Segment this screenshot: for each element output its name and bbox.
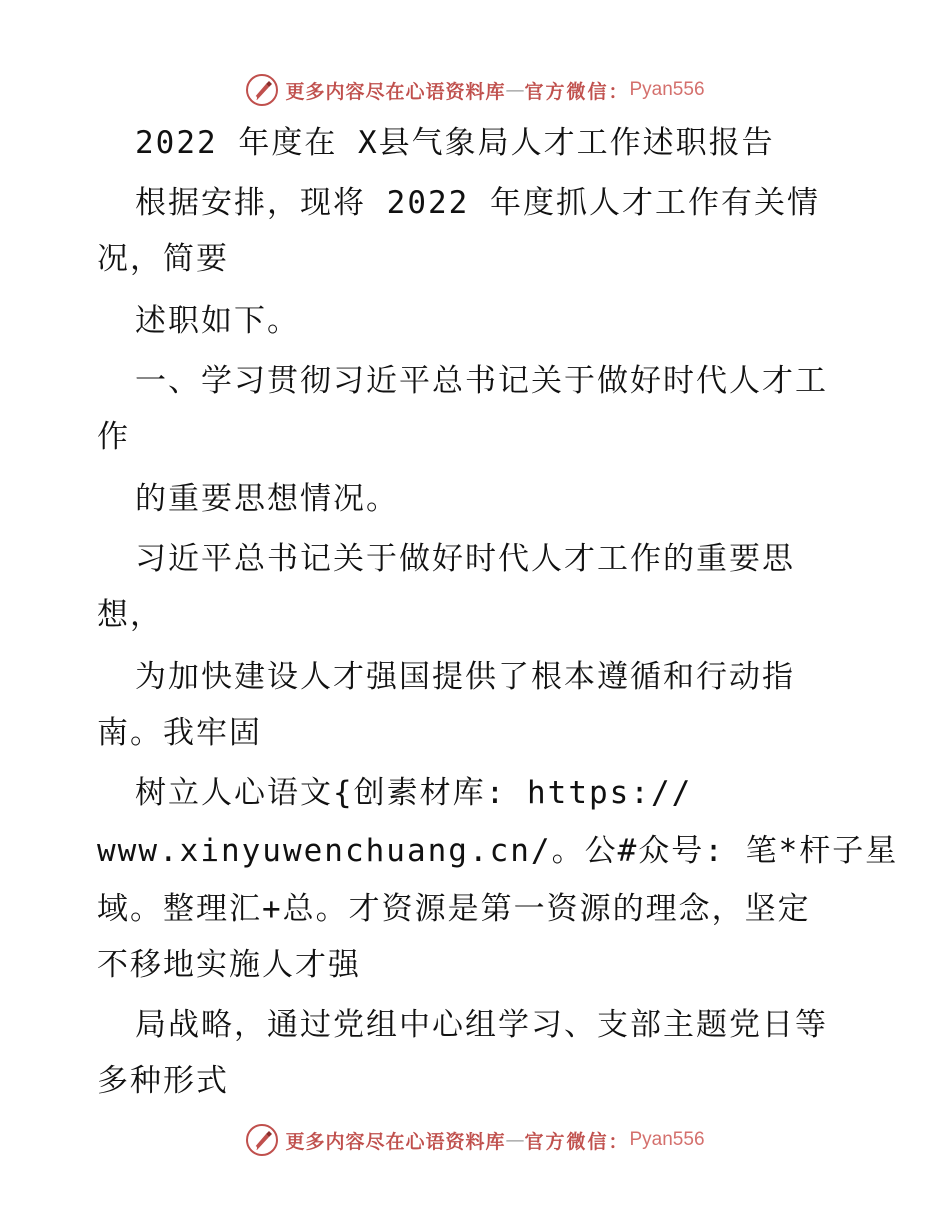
- paragraph-line: 不移地实施人才强: [97, 947, 361, 983]
- paragraph-line: 想，: [97, 597, 163, 633]
- document-title: 2022 年度在 X县气象局人才工作述职报告: [135, 125, 775, 161]
- paragraph-line: 述职如下。: [135, 303, 300, 339]
- section-heading: 作: [97, 419, 130, 455]
- paragraph-line: www.xinyuwenchuang.cn/。公#众号: 笔*杆子星: [97, 833, 899, 869]
- paragraph-line: 局战略，通过党组中心组学习、支部主题党日等: [135, 1007, 828, 1043]
- paragraph-line: 根据安排，现将 2022 年度抓人才工作有关情: [135, 185, 820, 221]
- paragraph-line: 多种形式: [97, 1063, 229, 1099]
- banner-wechat-label: 官方微信：: [524, 1130, 630, 1153]
- banner-wechat-id: Pyan556: [629, 79, 705, 100]
- banner-wechat-id: Pyan556: [629, 1129, 705, 1150]
- header-banner: [0, 70, 950, 110]
- paragraph-line: 南。我牢固: [97, 715, 262, 751]
- paragraph-line: 域。整理汇+总。才资源是第一资源的理念，坚定: [97, 891, 811, 927]
- paragraph-line: 为加快建设人才强国提供了根本遵循和行动指: [135, 659, 795, 695]
- footer-banner: [0, 1120, 950, 1160]
- banner-dash: —: [505, 1129, 525, 1151]
- banner-wechat-label: 官方微信：: [524, 80, 630, 103]
- section-heading: 的重要思想情况。: [135, 481, 399, 517]
- section-heading: 一、学习贯彻习近平总书记关于做好时代人才工: [135, 363, 828, 399]
- paragraph-line: 习近平总书记关于做好时代人才工作的重要思: [135, 541, 795, 577]
- paragraph-line: 况，简要: [97, 241, 229, 277]
- pen-logo-icon: [245, 73, 279, 107]
- paragraph-line: 树立人心语文{创素材库: https://: [135, 775, 693, 811]
- banner-dash: —: [505, 79, 525, 101]
- pen-logo-icon: [245, 1123, 279, 1157]
- banner-main-text: 更多内容尽在心语资料库: [285, 1130, 506, 1153]
- banner-main-text: 更多内容尽在心语资料库: [285, 80, 506, 103]
